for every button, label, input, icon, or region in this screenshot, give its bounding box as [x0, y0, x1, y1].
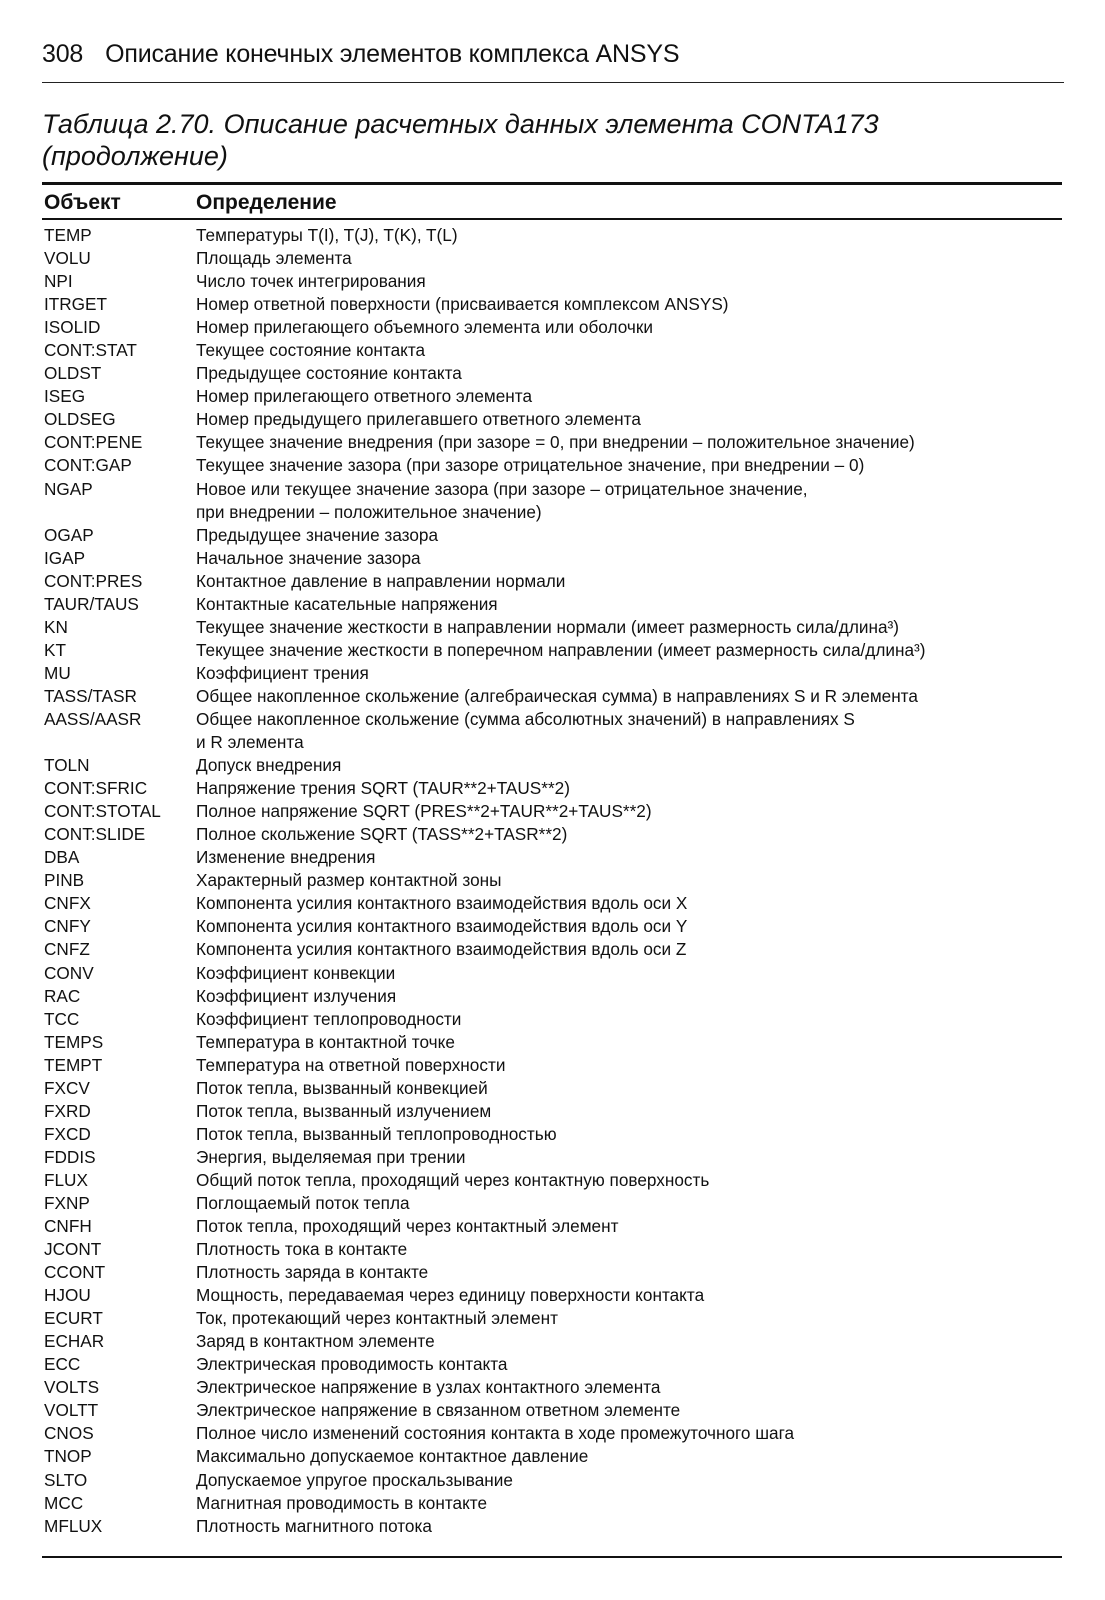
header-rule	[42, 82, 1064, 83]
table-row	[44, 731, 1084, 754]
table-row	[44, 316, 1084, 339]
table-row	[44, 1146, 1084, 1169]
table-row	[44, 547, 1084, 570]
object-code: RAC	[44, 985, 81, 1006]
object-code: KT	[44, 639, 66, 660]
table-row	[44, 501, 1084, 524]
object-code: VOLTS	[44, 1377, 100, 1398]
object-definition: Плотность магнитного потока	[196, 1515, 432, 1536]
object-definition: Поток тепла, вызванный теплопроводностью	[196, 1123, 557, 1144]
object-definition: Поток тепла, вызванный конвекцией	[196, 1077, 488, 1098]
object-code: VOLU	[44, 248, 91, 269]
object-code: ECHAR	[44, 1331, 105, 1352]
object-code: ECURT	[44, 1308, 103, 1329]
object-definition: при внедрении – положительное значение)	[196, 501, 542, 522]
object-definition: Температура на ответной поверхности	[196, 1054, 506, 1075]
table-row	[44, 869, 1084, 892]
object-definition: Ток, протекающий через контактный элемент	[196, 1308, 558, 1329]
object-code: FXCD	[44, 1123, 91, 1144]
table-row	[44, 1376, 1084, 1399]
object-definition: Компонента усилия контактного взаимодействия вдоль оси Y	[196, 916, 688, 937]
object-definition: Контактные касательные напряжения	[196, 593, 498, 614]
object-code: DBA	[44, 847, 80, 868]
object-definition: Напряжение трения SQRT (TAUR**2+TAUS**2)	[196, 778, 570, 799]
table-row	[44, 1492, 1084, 1515]
table-row	[44, 1284, 1084, 1307]
object-definition: и R элемента	[196, 732, 304, 753]
object-definition: Новое или текущее значение зазора (при зазоре – отрицательное значение,	[196, 478, 808, 499]
table-row	[44, 1077, 1084, 1100]
object-code: OGAP	[44, 524, 94, 545]
table-header-rule	[42, 218, 1062, 220]
object-code: CONT:SFRIC	[44, 778, 148, 799]
table-row	[44, 385, 1084, 408]
table-row	[44, 293, 1084, 316]
object-code: FDDIS	[44, 1146, 96, 1167]
object-definition: Заряд в контактном элементе	[196, 1331, 435, 1352]
table-row	[44, 1469, 1084, 1492]
table-row	[44, 708, 1084, 731]
object-definition: Номер прилегающего объемного элемента или оболочки	[196, 317, 653, 338]
object-code: TCC	[44, 1008, 80, 1029]
object-definition: Температуры T(I), T(J), T(K), T(L)	[196, 225, 458, 245]
object-code: TASS/TASR	[44, 685, 137, 706]
table-row	[44, 662, 1084, 685]
object-code: FLUX	[44, 1169, 88, 1190]
table-row	[44, 1031, 1084, 1054]
table-row	[44, 408, 1084, 431]
object-definition: Поток тепла, вызванный излучением	[196, 1100, 492, 1121]
object-definition: Электрическое напряжение в связанном ответном элементе	[196, 1400, 681, 1421]
object-definition: Характерный размер контактной зоны	[196, 870, 502, 891]
object-definition: Коэффициент теплопроводности	[196, 1008, 462, 1029]
object-definition: Текущее значение зазора (при зазоре отрицательное значение, при внедрении – 0)	[196, 455, 865, 476]
object-definition: Полное число изменений состояния контакта в ходе промежуточного шага	[196, 1423, 795, 1444]
table-row	[44, 915, 1084, 938]
object-code: JCONT	[44, 1239, 102, 1260]
object-definition: Поглощаемый поток тепла	[196, 1192, 410, 1213]
definitions-table	[44, 224, 1084, 1538]
table-bottom-rule	[42, 1556, 1062, 1558]
table-row	[44, 823, 1084, 846]
object-code: CONT:STAT	[44, 340, 137, 361]
table-row	[44, 339, 1084, 362]
object-code: NPI	[44, 271, 73, 292]
table-row	[44, 985, 1084, 1008]
table-row	[44, 962, 1084, 985]
object-definition: Магнитная проводимость в контакте	[196, 1492, 488, 1513]
table-row	[44, 892, 1084, 915]
object-definition: Электрическое напряжение в узлах контактного элемента	[196, 1377, 661, 1398]
table-row	[44, 754, 1084, 777]
object-code: MU	[44, 662, 71, 683]
table-row	[44, 1353, 1084, 1376]
table-row	[44, 1100, 1084, 1123]
object-definition: Текущее значение внедрения (при зазоре = 0, при внедрении – положительное значение)	[196, 432, 915, 453]
object-code: CONT:SLIDE	[44, 824, 146, 845]
object-code: TEMPS	[44, 1031, 104, 1052]
table-row	[44, 224, 1084, 247]
table-row	[44, 777, 1084, 800]
object-code: OLDST	[44, 363, 102, 384]
table-row	[44, 524, 1084, 547]
table-row	[44, 639, 1084, 662]
column-header-definition: Определение	[196, 191, 337, 214]
object-code: VOLTT	[44, 1400, 99, 1421]
object-definition: Предыдущее значение зазора	[196, 524, 439, 545]
table-row	[44, 362, 1084, 385]
table-row	[44, 1261, 1084, 1284]
object-code: NGAP	[44, 478, 93, 499]
object-code: IGAP	[44, 547, 86, 568]
table-row	[44, 685, 1084, 708]
object-code	[44, 501, 196, 524]
object-code	[44, 731, 196, 754]
object-code: CNFH	[44, 1216, 92, 1237]
object-code: CNOS	[44, 1423, 94, 1444]
object-definition: Коэффициент конвекции	[196, 962, 396, 983]
object-definition: Компонента усилия контактного взаимодействия вдоль оси X	[196, 893, 688, 914]
table-row	[44, 1215, 1084, 1238]
table-caption	[42, 108, 1062, 172]
object-definition: Поток тепла, проходящий через контактный элемент	[196, 1216, 619, 1237]
object-definition: Плотность тока в контакте	[196, 1239, 408, 1260]
table-row	[44, 616, 1084, 639]
object-definition: Площадь элемента	[196, 248, 352, 269]
object-code: CONT:GAP	[44, 455, 132, 476]
table-row	[44, 1238, 1084, 1261]
table-row	[44, 1307, 1084, 1330]
object-definition: Полное напряжение SQRT (PRES**2+TAUR**2+TAUS**2)	[196, 801, 652, 822]
page-number: 308	[42, 40, 84, 68]
table-row	[44, 1330, 1084, 1353]
object-code: TNOP	[44, 1446, 92, 1467]
object-definition: Максимально допускаемое контактное давление	[196, 1446, 589, 1467]
object-code: CONT:STOTAL	[44, 801, 161, 822]
object-code: TEMP	[44, 225, 92, 245]
object-code: ISOLID	[44, 317, 101, 338]
object-code: CNFY	[44, 916, 91, 937]
object-definition: Текущее значение жесткости в поперечном направлении (имеет размерность сила/длина³)	[196, 639, 926, 660]
object-code: FXRD	[44, 1100, 91, 1121]
object-code: ECC	[44, 1354, 81, 1375]
table-row	[44, 570, 1084, 593]
table-row	[44, 1515, 1084, 1538]
object-definition: Энергия, выделяемая при трении	[196, 1146, 466, 1167]
table-row	[44, 1445, 1084, 1468]
object-definition: Общее накопленное скольжение (сумма абсолютных значений) в направлениях S	[196, 708, 855, 729]
object-definition: Номер предыдущего прилегавшего ответного элемента	[196, 409, 641, 430]
object-definition: Предыдущее состояние контакта	[196, 363, 462, 384]
table-caption-line-1: Таблица 2.70. Описание расчетных данных элемента CONTA173	[42, 109, 879, 139]
object-definition: Коэффициент излучения	[196, 985, 397, 1006]
object-code: HJOU	[44, 1285, 91, 1306]
object-definition: Общий поток тепла, проходящий через контактную поверхность	[196, 1169, 710, 1190]
object-definition: Допуск внедрения	[196, 755, 342, 776]
object-code: FXNP	[44, 1192, 90, 1213]
object-code: CONT:PENE	[44, 432, 143, 453]
object-definition: Мощность, передаваемая через единицу поверхности контакта	[196, 1285, 705, 1306]
table-row	[44, 1054, 1084, 1077]
column-header-object: Объект	[44, 191, 121, 214]
table-row	[44, 1169, 1084, 1192]
object-definition: Изменение внедрения	[196, 847, 376, 868]
object-definition: Электрическая проводимость контакта	[196, 1354, 508, 1375]
table-row	[44, 1123, 1084, 1146]
object-code: OLDSEG	[44, 409, 116, 430]
object-code: PINB	[44, 870, 85, 891]
object-code: SLTO	[44, 1469, 88, 1490]
object-code: CNFZ	[44, 939, 90, 960]
object-code: CNFX	[44, 893, 91, 914]
object-definition: Допускаемое упругое проскальзывание	[196, 1469, 513, 1490]
object-code: KN	[44, 616, 68, 637]
object-definition: Контактное давление в направлении нормали	[196, 570, 566, 591]
object-code: CCONT	[44, 1262, 106, 1283]
running-title: Описание конечных элементов комплекса ANSYS	[105, 40, 680, 68]
table-row	[44, 431, 1084, 454]
object-definition: Текущее значение жесткости в направлении нормали (имеет размерность сила/длина³)	[196, 616, 899, 637]
object-code: ISEG	[44, 386, 86, 407]
object-definition: Общее накопленное скольжение (алгебраическая сумма) в направлениях S и R элемента	[196, 685, 918, 706]
table-row	[44, 800, 1084, 823]
object-code: TOLN	[44, 755, 90, 776]
table-body	[44, 224, 1084, 1538]
object-code: CONV	[44, 962, 94, 983]
object-code: TEMPT	[44, 1054, 103, 1075]
object-code: TAUR/TAUS	[44, 593, 139, 614]
table-row	[44, 1008, 1084, 1031]
object-code: AASS/AASR	[44, 708, 142, 729]
object-definition: Номер ответной поверхности (присваивается комплексом ANSYS)	[196, 294, 729, 315]
table-row	[44, 454, 1084, 477]
object-code: FXCV	[44, 1077, 90, 1098]
object-definition: Текущее состояние контакта	[196, 340, 426, 361]
object-definition: Полное скольжение SQRT (TASS**2+TASR**2)	[196, 824, 568, 845]
table-top-rule	[42, 182, 1062, 185]
object-code: MCC	[44, 1492, 84, 1513]
object-definition: Температура в контактной точке	[196, 1031, 455, 1052]
table-row	[44, 593, 1084, 616]
table-row	[44, 270, 1084, 293]
table-row	[44, 938, 1084, 961]
table-row	[44, 1399, 1084, 1422]
object-definition: Число точек интегрирования	[196, 271, 426, 292]
running-header	[42, 40, 679, 69]
table-row	[44, 1192, 1084, 1215]
object-code: CONT:PRES	[44, 570, 143, 591]
object-definition: Начальное значение зазора	[196, 547, 421, 568]
object-code: ITRGET	[44, 294, 108, 315]
table-caption-line-2: (продолжение)	[42, 141, 228, 171]
table-row	[44, 846, 1084, 869]
object-definition: Компонента усилия контактного взаимодействия вдоль оси Z	[196, 939, 687, 960]
object-code: MFLUX	[44, 1515, 103, 1536]
table-row	[44, 1422, 1084, 1445]
object-definition: Плотность заряда в контакте	[196, 1262, 429, 1283]
object-definition: Номер прилегающего ответного элемента	[196, 386, 533, 407]
table-row	[44, 478, 1084, 501]
object-definition: Коэффициент трения	[196, 662, 369, 683]
table-row	[44, 247, 1084, 270]
